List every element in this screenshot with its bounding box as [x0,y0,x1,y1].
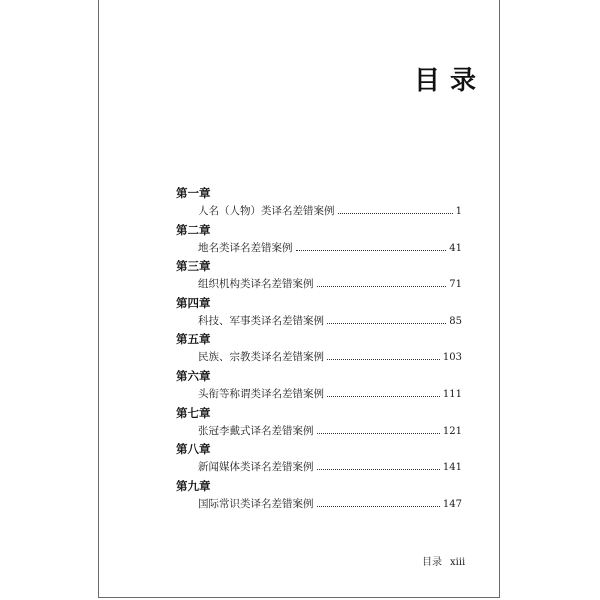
chapter-heading: 第七章 [176,405,211,420]
footer-label: 目录 [422,557,442,568]
dot-leader [317,424,440,434]
toc-entry[interactable] [198,204,462,218]
toc-entry[interactable] [198,424,462,438]
dot-leader [317,460,440,470]
entry-title: 组织机构类译名差错案例 [198,278,314,291]
entry-title: 新闻媒体类译名差错案例 [198,461,314,474]
chapter-heading: 第二章 [176,222,211,237]
toc-chapter-9 [176,479,462,516]
entry-title: 科技、军事类译名差错案例 [198,314,324,327]
page-number: 85 [449,315,462,327]
toc-entry[interactable] [198,460,462,474]
chapter-heading: 第五章 [176,332,211,347]
dot-leader [317,277,447,287]
toc-chapter-4 [176,296,462,333]
page-footer [422,553,473,568]
chapter-heading: 第六章 [176,368,211,383]
entry-title: 人名（人物）类译名差错案例 [198,205,335,217]
entry-title: 国际常识类译名差错案例 [198,497,314,510]
dot-leader [327,387,440,397]
toc-entry[interactable] [198,387,462,401]
table-of-contents [176,186,462,515]
page-number: 71 [449,279,462,291]
page-number: 141 [442,462,462,474]
toc-chapter-7 [176,406,462,443]
toc-chapter-5 [176,332,462,369]
page-number: 41 [449,242,462,254]
toc-entry[interactable] [198,350,462,364]
entry-title: 张冠李戴式译名差错案例 [198,424,314,437]
toc-entry[interactable] [198,497,462,511]
page-number: 1 [455,206,462,217]
page-number: 111 [442,388,462,400]
toc-chapter-6 [176,369,462,406]
toc-entry[interactable] [198,277,462,291]
chapter-heading: 第四章 [176,295,211,310]
chapter-heading: 第一章 [176,186,211,200]
page-number: 147 [442,498,462,510]
chapter-heading: 第八章 [176,442,211,457]
dot-leader [327,314,446,324]
toc-chapter-2 [176,223,462,260]
page-title: 目录 [414,66,487,96]
dot-leader [327,350,440,360]
dot-leader [317,497,440,507]
toc-chapter-8 [176,442,462,479]
toc-chapter-3 [176,259,462,296]
toc-chapter-1 [176,186,462,223]
footer-page-number: xiii [450,557,466,568]
page-number: 103 [442,352,462,364]
chapter-heading: 第九章 [176,478,211,493]
toc-entry[interactable] [198,314,462,328]
dot-leader [296,241,447,251]
page-number: 121 [442,425,462,437]
entry-title: 地名类译名差错案例 [198,241,293,254]
dot-leader [338,204,453,214]
entry-title: 头衔等称谓类译名差错案例 [198,387,324,400]
toc-entry[interactable] [198,241,462,255]
entry-title: 民族、宗教类译名差错案例 [198,351,324,364]
chapter-heading: 第三章 [176,259,211,274]
